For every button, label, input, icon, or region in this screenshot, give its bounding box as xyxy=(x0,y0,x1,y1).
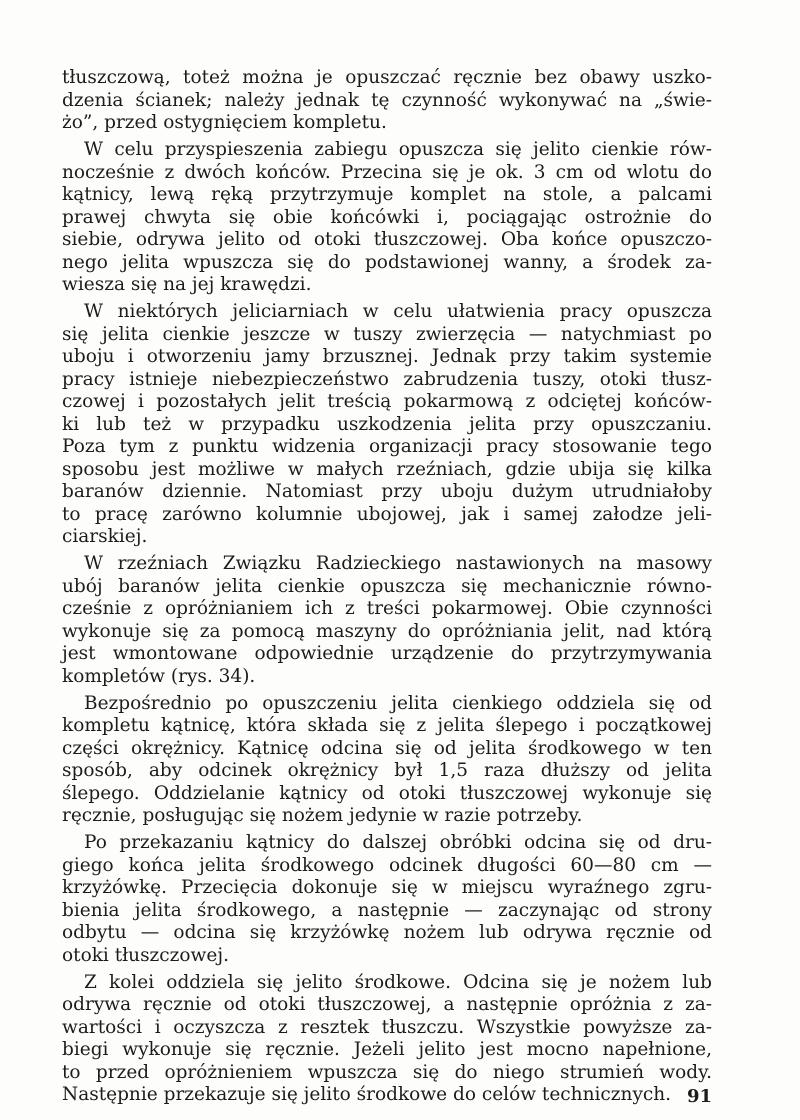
text-line-content: krzyżówkę. Przecięcia dokonuje się w miejscu wyraźnego zgru- xyxy=(62,877,712,898)
text-line-content: uboju i otworzeniu jamy brzusznej. Jednak przy takim systemie xyxy=(62,346,712,367)
text-line-content: sposobu jest możliwe w małych rzeźniach, gdzie ubija się kilka xyxy=(62,458,712,480)
text-line xyxy=(62,1062,712,1085)
text-line xyxy=(62,436,712,459)
text-line xyxy=(62,90,712,113)
text-line xyxy=(62,274,712,297)
text-line-content: prawej chwyta się obie końcówki i, pociągając ostrożnie do xyxy=(62,206,712,228)
page-number: 91 xyxy=(686,1086,712,1107)
text-line xyxy=(62,945,712,968)
text-line-content: Poza tym z punktu widzenia organizacji pracy stosowanie tego xyxy=(62,436,712,457)
text-line xyxy=(62,526,712,549)
text-line-content: ręcznie, posługując się nożem jedynie w razie potrzeby. xyxy=(62,805,583,826)
text-line xyxy=(62,576,712,599)
text-line-content: kompletu kątnicę, która składa się z jelita ślepego i początkowej xyxy=(62,715,712,736)
text-line xyxy=(62,346,712,369)
text-line xyxy=(62,994,712,1017)
text-line-content: to pracę zarówno kolumnie ubojowej, jak i samej załodze jeli- xyxy=(62,503,712,525)
text-line-content: ślepego. Oddzielanie kątnicy od otoki tłuszczowej wykonuje się xyxy=(62,782,712,804)
text-line-content: ciarskiej. xyxy=(62,526,148,547)
text-line xyxy=(62,504,712,527)
text-line xyxy=(62,621,712,644)
text-line-content: nego jelita wpuszcza się do podstawionej wanny, a środek za- xyxy=(62,251,712,273)
text-line xyxy=(62,760,712,783)
text-line xyxy=(62,391,712,414)
text-line xyxy=(62,481,712,504)
text-line-content: ki lub też w przypadku uszkodzenia jelita przy opuszczaniu. xyxy=(62,413,712,435)
text-line-content: dzenia ścianek; należy jednak tę czynność wykonywać na „świe- xyxy=(62,89,712,111)
text-line-content: biegi wykonuje się ręcznie. Jeżeli jelito jest mocno napełnione, xyxy=(62,1039,712,1060)
text-line-content: W niektórych jeliciarniach w celu ułatwienia pracy opuszcza xyxy=(84,301,712,322)
text-line-content: to przed opróżnieniem wpuszcza się do niego strumień wody. xyxy=(62,1061,712,1083)
text-line xyxy=(84,139,712,162)
text-line-content: otoki tłuszczowej. xyxy=(62,944,229,966)
text-line xyxy=(62,207,712,230)
text-line-content: siebie, odrywa jelito od otoki tłuszczowej. Oba końce opuszczo- xyxy=(62,229,712,250)
text-line xyxy=(62,414,712,437)
text-line-content: cześnie z opróżnianiem ich z treści pokarmowej. Obie czynności xyxy=(62,598,712,619)
text-line-content: kompletów (rys. 34). xyxy=(62,665,256,687)
text-line-content: giego końca jelita środkowego odcinek długości 60—80 cm — xyxy=(62,854,712,876)
text-line-content: odrywa ręcznie od otoki tłuszczowej, a następnie opróżnia z za- xyxy=(62,994,712,1015)
text-line xyxy=(62,1084,712,1107)
text-line-content: żo”, przed ostygnięciem kompletu. xyxy=(62,112,387,133)
text-line-content: nocześnie z dwóch końców. Przecina się je ok. 3 cm od wlotu do xyxy=(62,161,712,183)
text-line xyxy=(62,922,712,945)
text-line xyxy=(62,598,712,621)
text-line xyxy=(62,1017,712,1040)
text-line xyxy=(62,162,712,185)
text-line xyxy=(62,229,712,252)
text-line-content: czowej i pozostałych jelit treścią pokarmową z odciętej końców- xyxy=(62,391,712,412)
text-line xyxy=(62,805,712,828)
text-line-content: sposób, aby odcinek okrężnicy był 1,5 raza dłuższy od jelita xyxy=(62,760,712,781)
text-line xyxy=(62,877,712,900)
text-line xyxy=(84,832,712,855)
text-line xyxy=(84,693,712,716)
text-line-content: się jelita cienkie jeszcze w tuszy zwierzęcia — natychmiast po xyxy=(62,323,712,345)
text-line-content: W celu przyspieszenia zabiegu opuszcza się jelito cienkie rów- xyxy=(84,139,712,160)
text-line xyxy=(62,67,712,90)
text-line-content: Bezpośrednio po opuszczeniu jelita cienkiego oddziela się od xyxy=(84,692,712,714)
text-line xyxy=(62,783,712,806)
text-line-content: baranów dziennie. Natomiast przy uboju dużym utrudniałoby xyxy=(62,481,712,502)
text-line xyxy=(84,972,712,995)
text-line xyxy=(84,301,712,324)
text-line xyxy=(62,369,712,392)
text-line xyxy=(84,553,712,576)
text-line-content: wykonuje się za pomocą maszyny do opróżniania jelit, nad którą xyxy=(62,620,712,642)
text-line-content: części okrężnicy. Kątnicę odcina się od jelita środkowego w ten xyxy=(62,737,712,759)
page-body-text xyxy=(0,67,800,1107)
text-line-content: kątnicy, lewą ręką przytrzymuje komplet na stole, a palcami xyxy=(62,184,712,205)
text-line-content: pracy istnieje niebezpieczeństwo zabrudzenia tuszy, otoki tłusz- xyxy=(62,368,712,390)
text-line-content: wiesza się na jej krawędzi. xyxy=(62,274,312,295)
text-line xyxy=(62,855,712,878)
text-line-content: odbytu — odcina się krzyżówkę nożem lub odrywa ręcznie od xyxy=(62,922,712,943)
text-line-content: jest wmontowane odpowiednie urządzenie do przytrzymywania xyxy=(62,643,712,664)
text-line-content: Po przekazaniu kątnicy do dalszej obróbki odcina się od dru- xyxy=(84,832,712,853)
text-line xyxy=(62,184,712,207)
text-line xyxy=(62,252,712,275)
text-line xyxy=(62,900,712,923)
text-line xyxy=(62,643,712,666)
text-line-content: wartości i oczyszcza z resztek tłuszczu. Wszystkie powyższe za- xyxy=(62,1016,712,1038)
text-line xyxy=(62,112,712,135)
text-line xyxy=(62,1039,712,1062)
text-line xyxy=(62,324,712,347)
text-line-content: Z kolei oddziela się jelito środkowe. Odcina się je nożem lub xyxy=(84,971,712,993)
text-line xyxy=(62,666,712,689)
text-line-content: ubój baranów jelita cienkie opuszcza się mechanicznie równo- xyxy=(62,575,712,597)
text-line xyxy=(62,459,712,482)
text-line-content: W rzeźniach Związku Radzieckiego nastawionych na masowy xyxy=(84,553,712,574)
text-line-content: bienia jelita środkowego, a następnie — zaczynając od strony xyxy=(62,899,712,921)
text-line-content: tłuszczową, toteż można je opuszczać ręcznie bez obawy uszko- xyxy=(62,67,712,88)
text-line xyxy=(62,715,712,738)
text-line xyxy=(62,738,712,761)
text-line-content: Następnie przekazuje się jelito środkowe do celów technicznych. xyxy=(62,1084,672,1105)
